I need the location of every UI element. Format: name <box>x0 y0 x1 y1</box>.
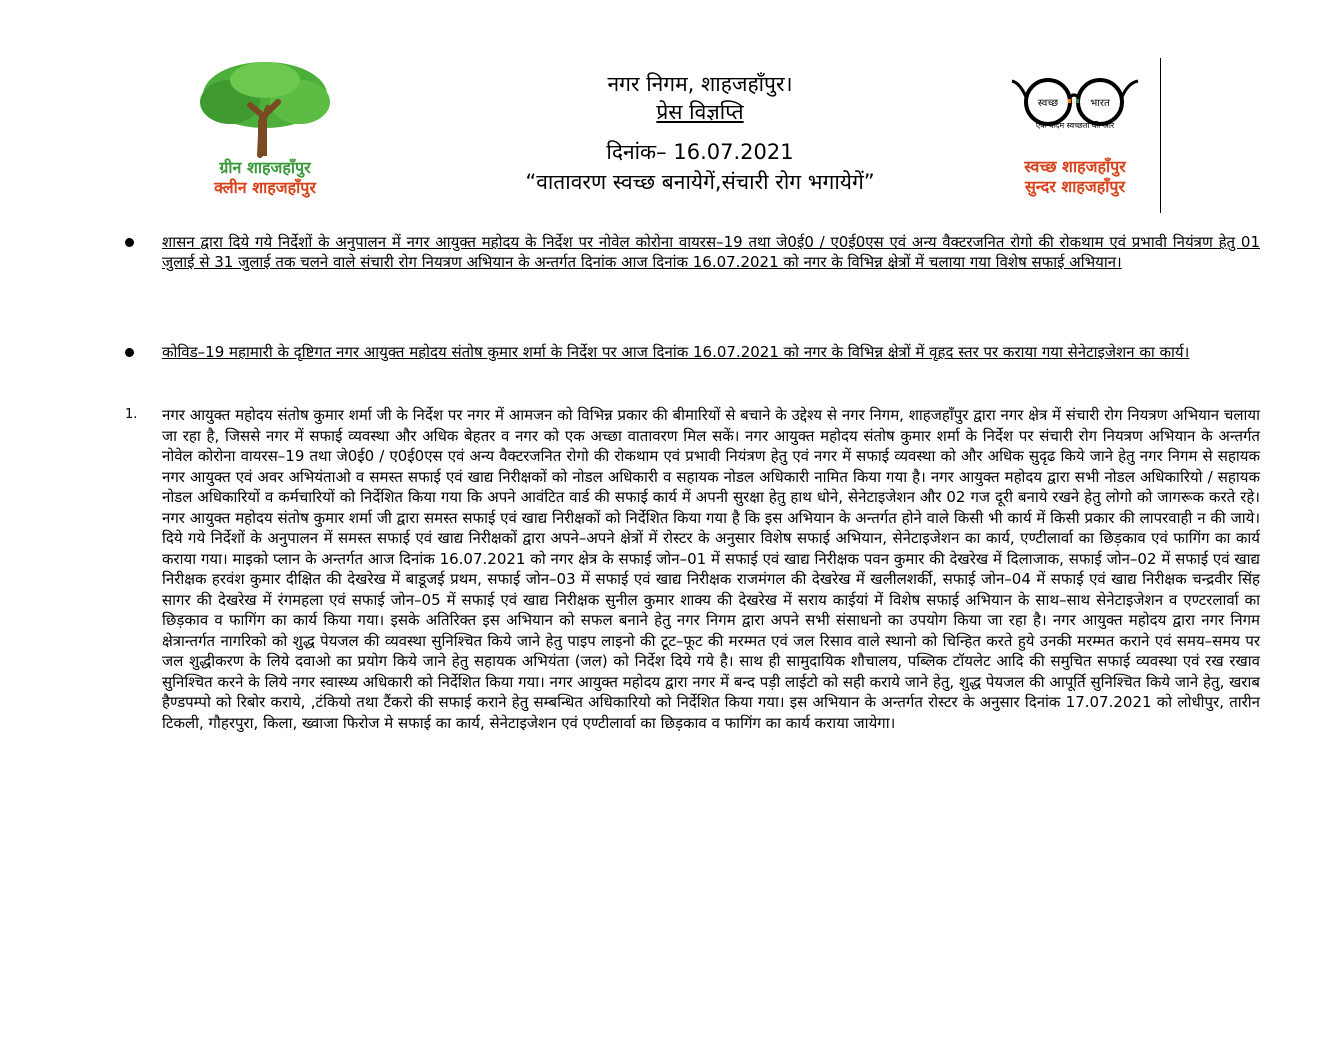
bharat-text: भारत <box>1090 98 1110 109</box>
org-name: नगर निगम, शाहजहाँपुर। <box>607 72 793 96</box>
slogan: “वातावरण स्वच्छ बनायेगें,संचारी रोग भगायेगें” <box>525 170 875 194</box>
press-release-title: प्रेस विज्ञप्ति <box>656 100 744 124</box>
gandhi-glasses-icon <box>1010 75 1140 127</box>
letterhead-center <box>410 70 990 196</box>
swachh-bharat-logo <box>1000 75 1150 197</box>
bullet-icon <box>125 348 134 357</box>
bullet-item <box>125 342 1260 362</box>
paragraph-number: 1. <box>125 407 138 422</box>
paragraph-text: नगर आयुक्त महोदय संतोष कुमार शर्मा जी के निर्देश पर नगर में आमजन को विभिन्न प्रकार की बीमारियों से बचाने के उद्देश्य से नगर निगम, शाहजहाँपुर द्वारा नगर क्षेत्र में संचारी रोग नियत्रण अभियान चलाया जा रहा है, जिससे नगर में सफाई व्यवस्था और अधिक बेहतर व नगर को एक अच्छा वातावरण मिल सकें। नगर आयुक्त महोदय संतोष कुमार शर्मा के निर्देश पर संचारी रोग नियत्रण अभियान के अन्तर्गत नोवेल कोरोना वायरस–19 तथा जे0ई0 / ए0ई0एस एवं अन्य वैक्टरजनित रोगो की रोकथाम एवं प्रभावी नियंत्रण हेतु एवं नगर में सफाई व्यवस्था को और अधिक सुदृढ किये जाने हेतु नगर निगम से सहायक नगर आयुक्त एवं अवर अभियंताओ व समस्त सफाई एवं खाद्य निरीक्षकों को नोडल अधिकारी व सहायक नोडल अधिकारी नामित किया गया है। नगर आयुक्त महोदय द्वारा सभी नोडल अधिकारियो / सहायक नोडल अधिकारियों व कर्मचारियों को निर्देशित किया गया कि अपने आवंटित वार्ड की सफाई कार्य में अपनी सुरक्षा हेतु हाथ धोने, सेनेटाइजेशन और 02 गज दूरी बनाये रखने हेतु लोगो को जागरूक करते रहे। नगर आयुक्त महोदय संतोष कुमार शर्मा जी द्वारा समस्त सफाई एवं खाद्य निरीक्षकों को निर्देशित किया गया है कि इस अभियान के अन्तर्गत होने वाले किसी भी कार्य में किसी प्रकार की लापरवाही न की जाये। दिये गये निर्देशों के अनुपालन में समस्त सफाई एवं खाद्य निरीक्षकों द्वारा अपने–अपने क्षेत्रों में रोस्टर के अनुसार विशेष सफाई अभियान, सेनेटाइजेशन का कार्य, एण्टीलार्वा का छिड़काव एवं फागिंग का कार्य कराया गया। माइको प्लान के अन्तर्गत आज दिनांक 16.07.2021 को नगर क्षेत्र के सफाई जोन–01 में सफाई एवं खाद्य निरीक्षक पवन कुमार की देखरेख में दिलाजाक, सफाई जोन–02 में सफाई एवं खाद्य निरीक्षक हरवंश कुमार दीक्षित की देखरेख में बाडूजई प्रथम, सफाई जोन–03 में सफाई एवं खाद्य निरीक्षक राजमंगल की देखरेख में खलीलशर्की, सफाई जोन–04 में सफाई एवं खाद्य निरीक्षक चन्द्रवीर सिंह सागर की देखरेख में रंगमहला एवं सफाई जोन–05 में सफाई एवं खाद्य निरीक्षक सुनील कुमार शाक्य की देखरेख में सराय काईयां में विशेष सफाई अभियान के साथ–साथ सेनेटाइजेशन व एण्टरलार्वा का छिड़काव व फागिंग का कार्य किया गया। इसके अतिरिक्त इस अभियान को सफल बनाने हेतु नगर निगम द्वारा अपने सभी संसाधनो का उपयोग किया जा रहा है। नगर आयुक्त महोदय द्वारा नगर निगम क्षेत्रान्तर्गत नागरिको को शुद्ध पेयजल की व्यवस्था सुनिश्चित किये जाने हेतु पाइप लाइनो की टूट–फूट की मरम्मत एवं जल रिसाव वाले स्थानो को चिन्हित करते हुये उनकी मरम्मत कराने एवं समय–समय पर जल शुद्धीकरण के लिये दवाओ का प्रयोग किये जाने हेतु सहायक अभियंता (जल) को निर्देश दिये गये है। साथ ही सामुदायिक शौचालय, पब्लिक टॉयलेट आदि की समुचित सफाई व्यवस्था एवं रख रखाव सुनिश्चित करने के लिये नगर स्वास्थ्य अधिकारी को निर्देशित किया गया। नगर आयुक्त महोदय द्वारा नगर में बन्द पड़ी लाईटो को सही कराये जाने हेतु, शुद्ध पेयजल की आपूर्ति सुनिश्चित किये जाने हेतु, खराब हैण्डपम्पो को रिबोर कराये, ,टंकियो तथा टैंकरो की सफाई कराने हेतु सम्बन्धित अधिकारियो को निर्देशित किया गया। इस अभियान के अन्तर्गत रोस्टर के अनुसार दिनांक 17.07.2021 को लोधीपुर, तारीन टिकली, गौहरपुरा, किला, ख्वाजा फिरोज मे सफाई का कार्य, सेनेटाइजेशन एवं एण्टीलार्वा का छिड़काव व फागिंग का कार्य कराया जायेगा। <box>162 406 1261 732</box>
sundar-shahjahanpur-text: सुन्दर शाहजहाँपुर <box>1024 177 1126 196</box>
green-shahjahanpur-logo <box>190 60 340 200</box>
bullet-text: कोविड–19 महामारी के दृष्टिगत नगर आयुक्त महोदय संतोष कुमार शर्मा के निर्देश पर आज दिनांक 16.07.2021 को नगर के विभिन्न क्षेत्रों में वृहद स्तर पर कराया गया सेनेटाइजेशन का कार्य। <box>162 343 1190 361</box>
logo-tagline: एक कदम स्वच्छता की ओर <box>1035 121 1115 130</box>
release-date: दिनांक– 16.07.2021 <box>606 140 794 164</box>
tree-icon <box>190 60 340 160</box>
clean-shahjahanpur-text: क्लीन शाहजहाँपुर <box>214 178 316 197</box>
swachh-text: स्वच्छ <box>1037 98 1059 109</box>
bullet-item <box>125 232 1260 272</box>
numbered-paragraph <box>125 405 1260 733</box>
bullet-icon <box>125 238 134 247</box>
letterhead <box>0 0 1340 215</box>
swachh-shahjahanpur-text: स्वच्छ शाहजहाँपुर <box>1024 157 1126 176</box>
header-divider <box>1160 58 1161 213</box>
bullet-text: शासन द्वारा दिये गये निर्देशों के अनुपालन में नगर आयुक्त महोदय के निर्देश पर नोवेल कोरोना वायरस–19 तथा जे0ई0 / ए0ई0एस एवं अन्य वैक्टरजनित रोगो की रोकथाम एवं प्रभावी नियंत्रण हेतु 01 जुलाई से 31 जुलाई तक चलने वाले संचारी रोग नियत्रण अभियान के अन्तर्गत दिनांक आज दिनांक 16.07.2021 को नगर के विभिन्न क्षेत्रों में चलाया गया विशेष सफाई अभियान। <box>162 233 1260 271</box>
green-shahjahanpur-text: ग्रीन शाहजहाँपुर <box>219 158 311 177</box>
